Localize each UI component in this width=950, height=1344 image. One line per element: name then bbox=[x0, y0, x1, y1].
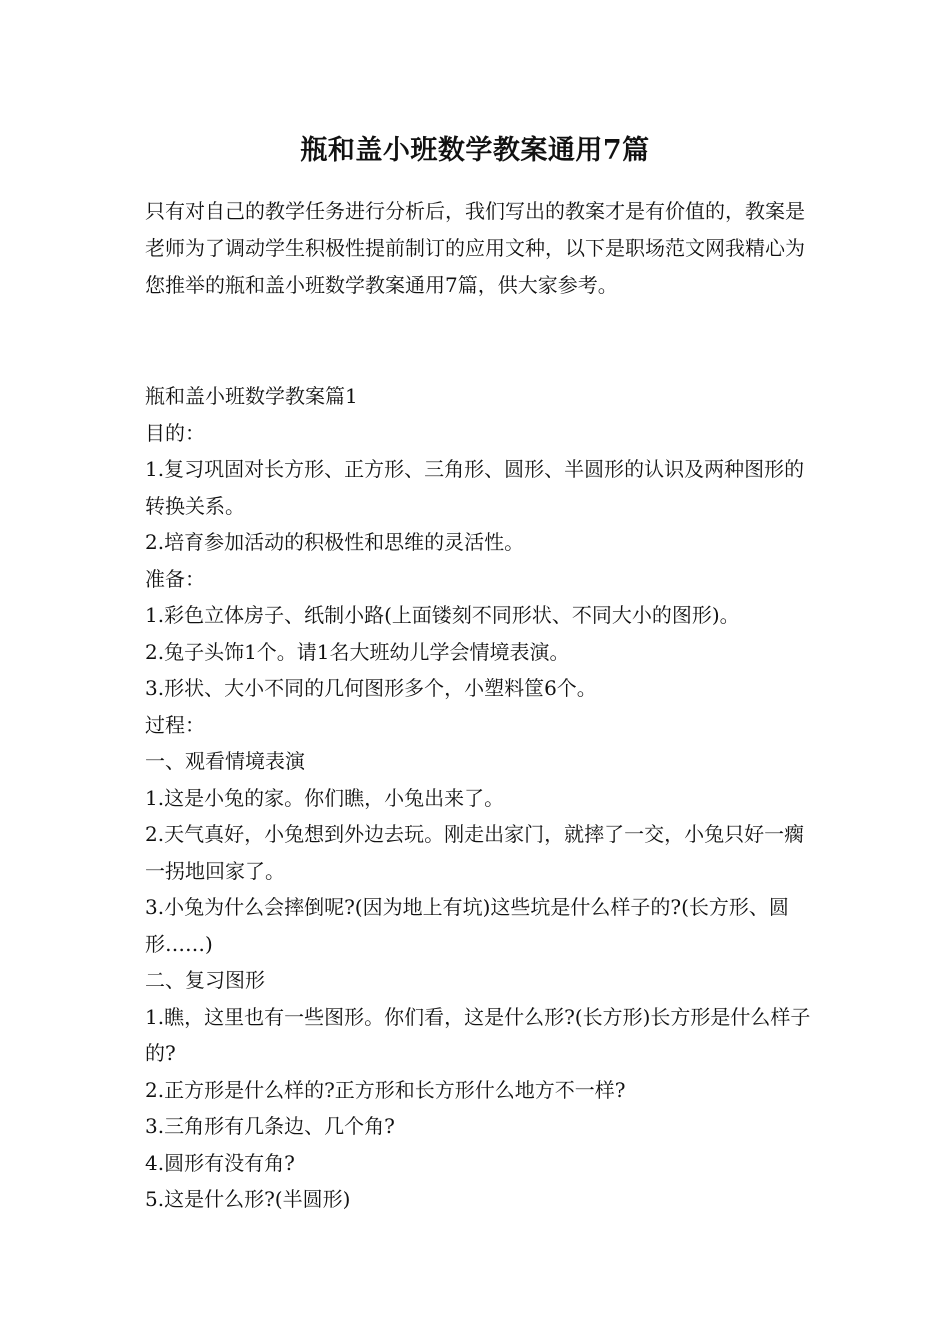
lesson-body bbox=[145, 378, 815, 1218]
intro-text: 只有对自己的教学任务进行分析后，我们写出的教案才是有价值的，教案是老师为了调动学生积极性提前制订的应用文种，以下是职场范文网我精心为您推举的瓶和盖小班数学教案通用7篇，供大家参考。 bbox=[145, 199, 805, 297]
subheading-goal: 目的： bbox=[145, 420, 205, 445]
body-line: 3.三角形有几条边、几个角? bbox=[145, 1114, 395, 1138]
body-line: 2.培育参加活动的积极性和思维的灵活性。 bbox=[145, 530, 525, 554]
body-line: 2.兔子头饰1个。请1名大班幼儿学会情境表演。 bbox=[145, 639, 570, 664]
document-title: 瓶和盖小班数学教案通用7篇 bbox=[300, 135, 650, 166]
body-line: 1.瞧，这里也有一些图形。你们看，这是什么形?(长方形)长方形是什么样子的? bbox=[145, 1004, 811, 1065]
body-line: 二、复习图形 bbox=[145, 968, 265, 992]
body-line: 3.小兔为什么会摔倒呢?(因为地上有坑)这些坑是什么样子的?(长方形、圆形……) bbox=[145, 895, 789, 956]
body-line: 1.这是小兔的家。你们瞧，小兔出来了。 bbox=[145, 785, 505, 810]
section-heading: 瓶和盖小班数学教案篇1 bbox=[145, 384, 358, 408]
intro-paragraph bbox=[145, 193, 815, 304]
subheading-process: 过程： bbox=[145, 712, 205, 737]
subheading-preparation: 准备： bbox=[145, 566, 205, 591]
body-line: 1.彩色立体房子、纸制小路(上面镂刻不同形状、不同大小的图形)。 bbox=[145, 603, 740, 627]
body-line: 3.形状、大小不同的几何图形多个，小塑料筐6个。 bbox=[145, 676, 597, 700]
body-line: 5.这是什么形?(半圆形) bbox=[145, 1187, 351, 1211]
body-line: 一、观看情境表演 bbox=[145, 749, 305, 773]
body-line: 2.天气真好，小兔想到外边去玩。刚走出家门，就摔了一交，小兔只好一瘸一拐地回家了。 bbox=[145, 822, 805, 883]
body-line: 4.圆形有没有角? bbox=[145, 1150, 295, 1175]
body-line: 1.复习巩固对长方形、正方形、三角形、圆形、半圆形的认识及两种图形的转换关系。 bbox=[145, 457, 805, 518]
body-line: 2.正方形是什么样的?正方形和长方形什么地方不一样? bbox=[145, 1077, 626, 1102]
